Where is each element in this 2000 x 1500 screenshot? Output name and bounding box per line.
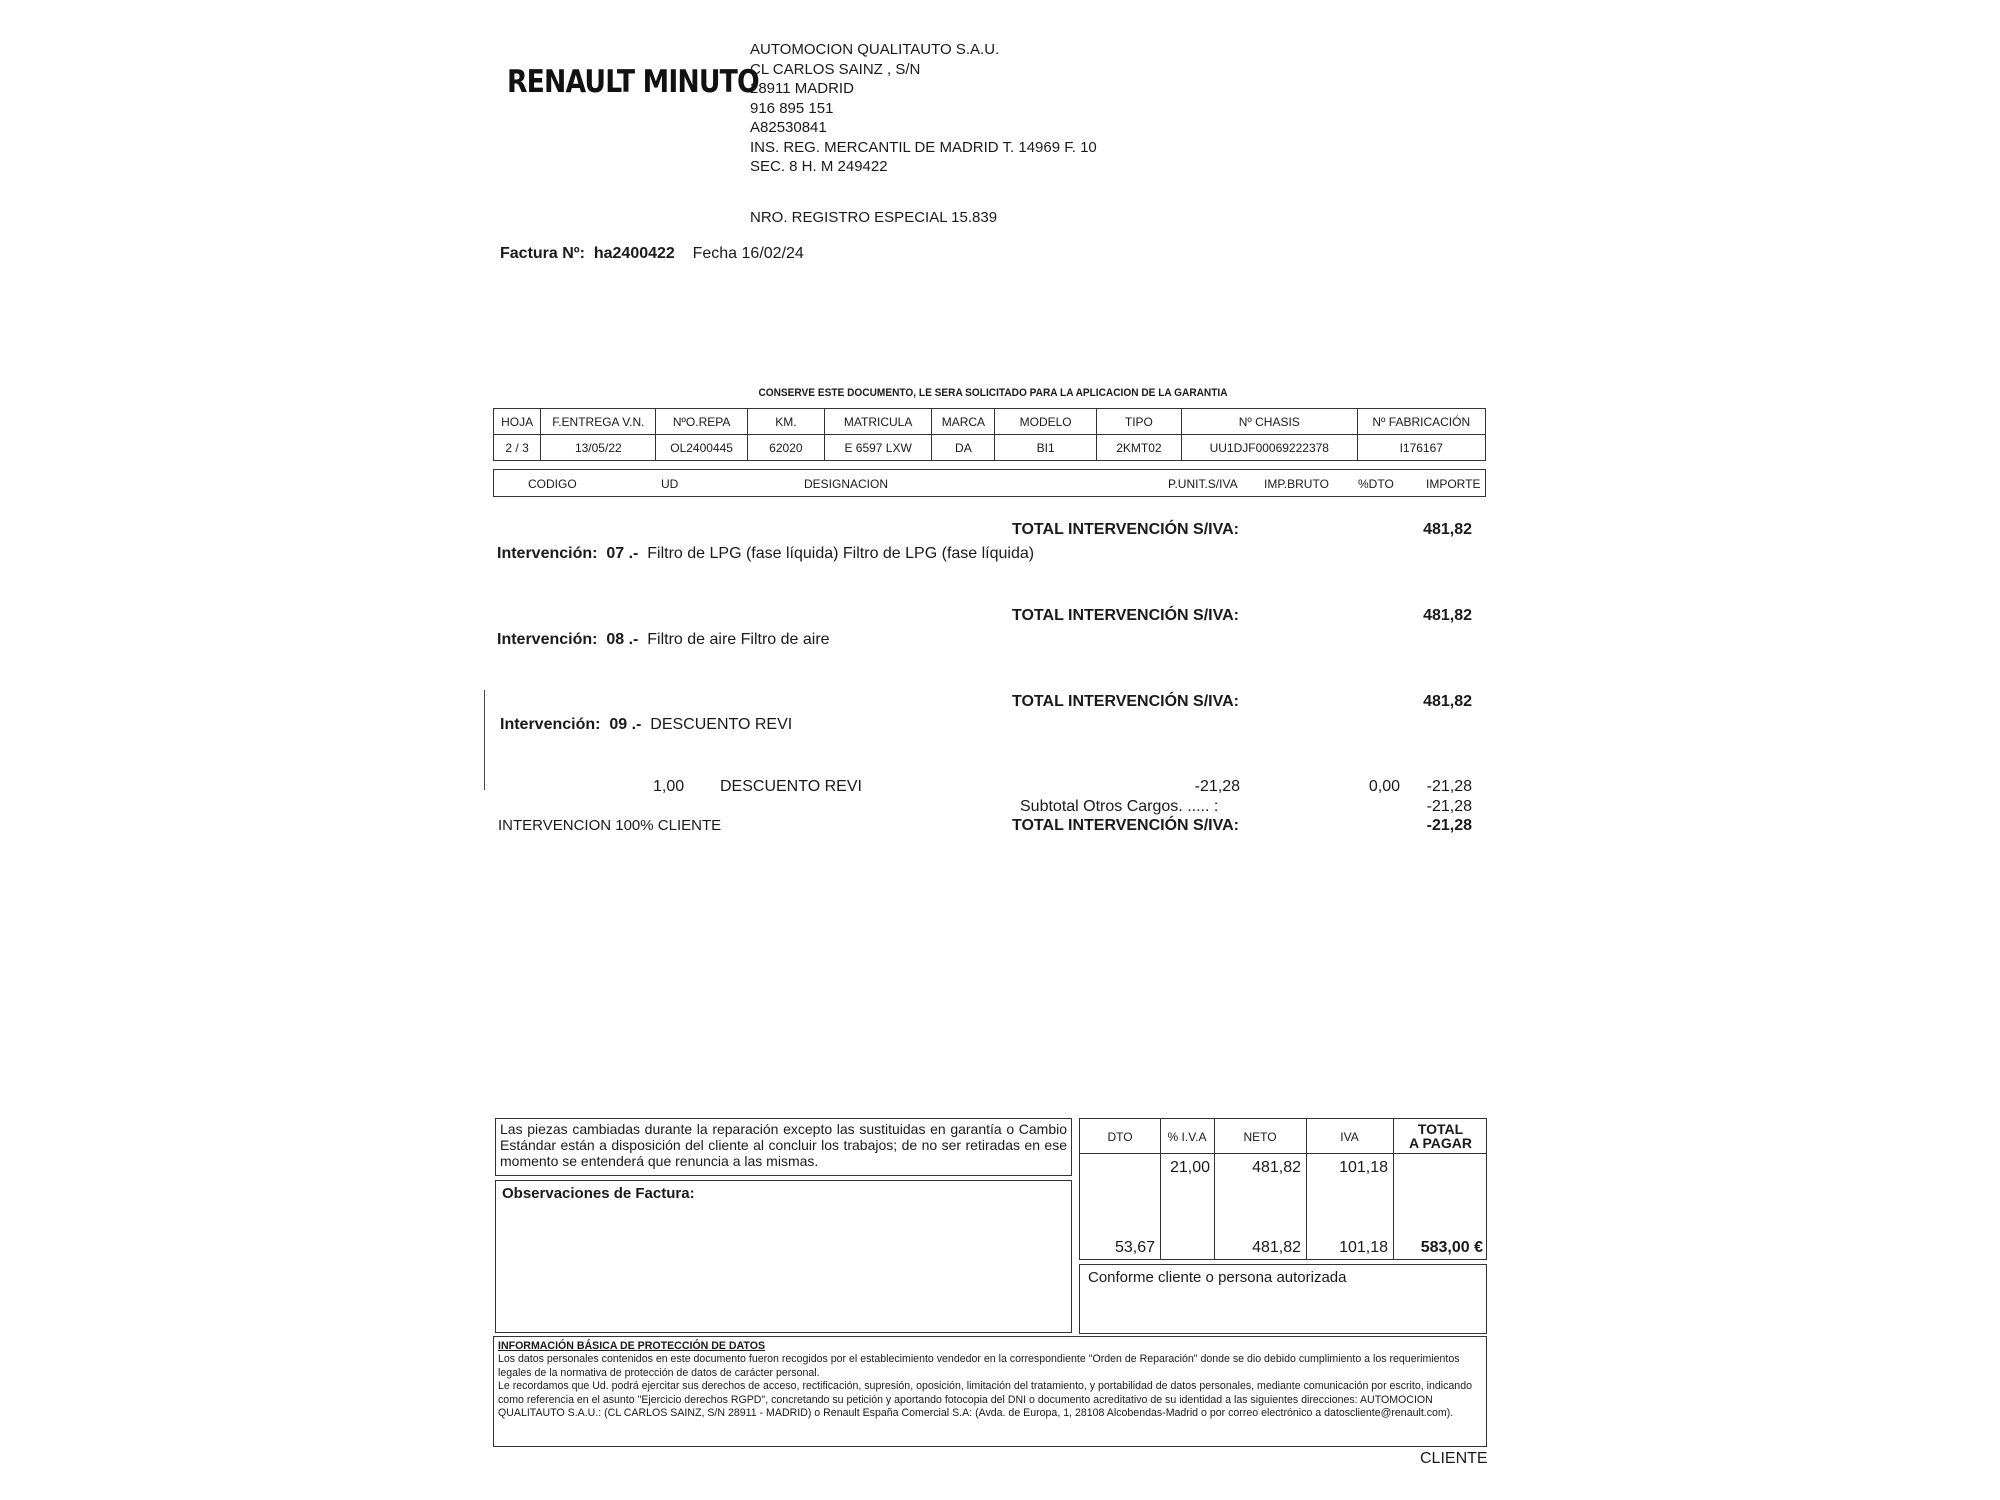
total-interv-08-label: TOTAL INTERVENCIÓN S/IVA: xyxy=(1012,607,1239,624)
intervention-07 xyxy=(497,545,1034,563)
warranty-notice: CONSERVE ESTE DOCUMENTO, LE SERA SOLICITADO PARA LA APLICACION DE LA GARANTIA xyxy=(758,387,1228,399)
total-a-pagar: 583,00 € xyxy=(1420,1239,1483,1256)
data-protection-p1: Los datos personales contenidos en este documento fueron recogidos por el establecimiento vendedor en la correspondiente "Orden de Reparación" donde se dio debido cumplimiento a los requerimientos legales de la normativa de protección de datos de carácter personal. xyxy=(498,1353,1460,1379)
value-matricula: E 6597 LXW xyxy=(824,435,931,461)
totals-row2-iva: 101,18 xyxy=(1339,1239,1388,1256)
value-marca: DA xyxy=(932,435,995,461)
header-hoja: HOJA xyxy=(494,409,541,435)
invoice-number-label: Factura Nº: xyxy=(500,245,585,262)
vehicle-value-row xyxy=(494,435,1486,461)
total-interv-08-value: 481,82 xyxy=(1423,607,1472,624)
invoice-header xyxy=(500,245,804,263)
totals-row1-neto: 481,82 xyxy=(1252,1159,1301,1176)
observaciones-box xyxy=(495,1180,1072,1333)
col-dto: %DTO xyxy=(1358,477,1394,491)
company-cif: A82530841 xyxy=(750,119,827,136)
totals-head-total xyxy=(1393,1122,1488,1150)
subtotal-value: -21,28 xyxy=(1426,798,1472,815)
company-registry-section: SEC. 8 H. M 249422 xyxy=(750,158,888,175)
header-chasis: Nº CHASIS xyxy=(1182,409,1358,435)
total-interv-07-value: 481,82 xyxy=(1423,521,1472,538)
company-address xyxy=(750,40,1097,177)
company-phone: 916 895 151 xyxy=(750,99,834,117)
totals-head-total-line2: A PAGAR xyxy=(1409,1135,1472,1151)
invoice-date-label: Fecha xyxy=(692,245,738,262)
header-tipo: TIPO xyxy=(1096,409,1181,435)
item-designacion: DESCUENTO REVI xyxy=(720,778,862,795)
col-ud: UD xyxy=(661,477,679,491)
totals-row1-iva-pct: 21,00 xyxy=(1169,1159,1210,1176)
data-protection-p2: Le recordamos que Ud. podrá ejercitar sus derechos de acceso, rectificación, supresión, oposición, limitación del tratamiento, y portabilidad de datos personales, mediante comunicación por escrito, indicando como referencia en el asunto "Ejercicio derechos RGPD", concretando su petición y aportando fotocopia del DNI o documento acreditativo de su identidad a las siguientes direcciones: AUTOMOCION QUALITAUTO S.A.U.: (CL CARLOS SAINZ, S/N 28911 - MADRID) o Renault España Comercial S.A: (Avda. de Europa, 1, 28108 Alcobendas-Madrid o por correo electrónico a datoscliente@renault.com). xyxy=(498,1380,1472,1420)
vehicle-header-row xyxy=(494,409,1486,435)
header-fabricacion: Nº FABRICACIÓN xyxy=(1357,409,1485,435)
data-protection-title: INFORMACIÓN BÁSICA DE PROTECCIÓN DE DATOS xyxy=(498,1340,766,1352)
value-hoja: 2 / 3 xyxy=(494,435,541,461)
intervention-08-number: 08 .- xyxy=(606,631,639,648)
intervention-09 xyxy=(500,716,792,734)
data-protection-box xyxy=(493,1336,1487,1447)
intervention-09-number: 09 .- xyxy=(609,716,642,733)
total-interv-09-value: 481,82 xyxy=(1423,693,1472,710)
header-fentrega: F.ENTREGA V.N. xyxy=(541,409,656,435)
value-modelo: BI1 xyxy=(995,435,1096,461)
value-chasis: UU1DJF00069222378 xyxy=(1182,435,1358,461)
intervention-09-label: Intervención: xyxy=(500,716,601,733)
totals-head-iva: IVA xyxy=(1340,1130,1359,1144)
company-city: 28911 MADRID xyxy=(750,80,854,97)
col-importe: IMPORTE xyxy=(1426,477,1481,491)
total-final-label: TOTAL INTERVENCIÓN S/IVA: xyxy=(1012,817,1239,834)
conforme-box xyxy=(1079,1264,1487,1334)
item-importe: -21,28 xyxy=(1426,778,1472,795)
invoice-number: ha2400422 xyxy=(593,245,675,262)
col-punit: P.UNIT.S/IVA xyxy=(1168,477,1238,491)
piezas-notice: Las piezas cambiadas durante la reparación excepto las sustituidas en garantía o Cambio Estándar están a disposición del cliente al concluir los trabajos; de no ser retiradas en ese momento se entenderá que renuncia a las mismas. xyxy=(495,1118,1072,1176)
totals-head-total-line1: TOTAL xyxy=(1417,1121,1464,1137)
renault-minuto-logo: RENAULT MINUTO xyxy=(507,64,759,100)
company-street: CL CARLOS SAINZ , S/N xyxy=(750,60,921,78)
totals-head-neto: NETO xyxy=(1243,1130,1277,1144)
item-punit: -21,28 xyxy=(1194,778,1240,795)
value-fabricacion: I176167 xyxy=(1357,435,1485,461)
conforme-label: Conforme cliente o persona autorizada xyxy=(1088,1269,1347,1286)
col-impbruto: IMP.BRUTO xyxy=(1264,477,1329,491)
intervention-07-number: 07 .- xyxy=(606,545,639,562)
intervention-08-label: Intervención: xyxy=(497,631,598,648)
header-marca: MARCA xyxy=(932,409,995,435)
header-matricula: MATRICULA xyxy=(824,409,931,435)
copy-label-cliente: CLIENTE xyxy=(1420,1450,1488,1467)
item-ud: 1,00 xyxy=(653,778,685,795)
item-dto: 0,00 xyxy=(1368,778,1400,795)
intervention-08 xyxy=(497,631,830,649)
registro-especial: NRO. REGISTRO ESPECIAL 15.839 xyxy=(750,209,998,226)
company-registry: INS. REG. MERCANTIL DE MADRID T. 14969 F. 10 xyxy=(750,138,1097,156)
total-interv-09-label: TOTAL INTERVENCIÓN S/IVA: xyxy=(1012,693,1239,710)
totals-row2-dto: 53,67 xyxy=(1114,1239,1155,1256)
intervention-09-description: DESCUENTO REVI xyxy=(650,716,793,733)
header-modelo: MODELO xyxy=(995,409,1096,435)
totals-row1-iva: 101,18 xyxy=(1339,1159,1388,1176)
totals-row2-neto: 481,82 xyxy=(1252,1239,1301,1256)
col-designacion: DESIGNACION xyxy=(804,477,889,491)
subtotal-label: Subtotal Otros Cargos. ..... : xyxy=(1020,798,1219,815)
value-fentrega: 13/05/22 xyxy=(541,435,656,461)
vehicle-table xyxy=(493,408,1486,461)
value-tipo: 2KMT02 xyxy=(1096,435,1181,461)
line-items-header xyxy=(493,469,1486,497)
header-km: KM. xyxy=(747,409,824,435)
totals-table xyxy=(1079,1118,1487,1260)
intervention-client-note: INTERVENCION 100% CLIENTE xyxy=(498,817,722,834)
header-orepa: NºO.REPA xyxy=(656,409,747,435)
observaciones-label: Observaciones de Factura: xyxy=(502,1185,695,1202)
total-interv-07-label: TOTAL INTERVENCIÓN S/IVA: xyxy=(1012,521,1239,538)
totals-head-dto: DTO xyxy=(1107,1130,1133,1144)
margin-mark xyxy=(484,690,485,790)
value-km: 62020 xyxy=(747,435,824,461)
totals-head-iva-pct: % I.V.A xyxy=(1167,1130,1207,1144)
company-name: AUTOMOCION QUALITAUTO S.A.U. xyxy=(750,41,1000,58)
col-codigo: CODIGO xyxy=(528,477,577,491)
total-final-value: -21,28 xyxy=(1426,817,1472,834)
intervention-08-description: Filtro de aire Filtro de aire xyxy=(647,631,830,648)
intervention-07-label: Intervención: xyxy=(497,545,598,562)
intervention-07-description: Filtro de LPG (fase líquida) Filtro de LPG (fase líquida) xyxy=(647,545,1035,562)
value-orepa: OL2400445 xyxy=(656,435,747,461)
invoice-date: 16/02/24 xyxy=(741,245,804,262)
